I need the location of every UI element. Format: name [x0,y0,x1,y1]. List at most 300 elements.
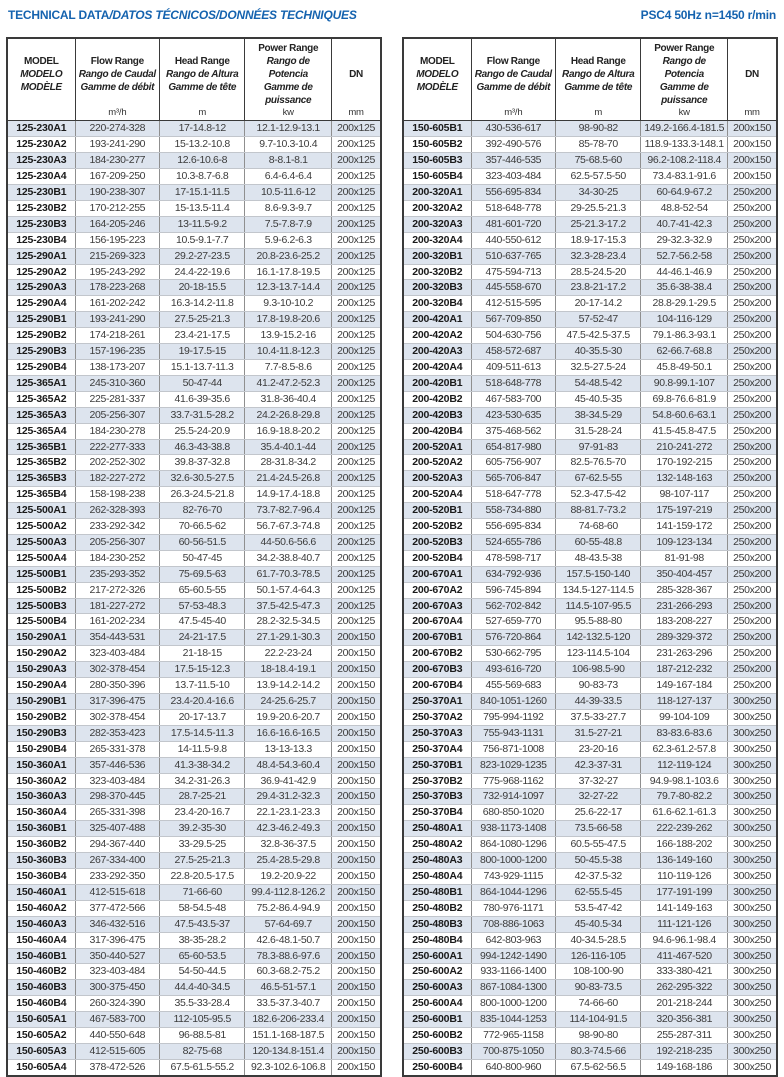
head-range-cell: 50-47-44 [160,375,245,391]
dn-cell: 250x200 [728,678,777,694]
table-row [7,916,381,932]
table-row [403,837,777,853]
power-range-cell: 12.3-13.7-14.4 [245,280,332,296]
flow-range-cell: 298-370-445 [75,789,160,805]
dn-cell: 300x250 [728,1059,777,1075]
power-range-cell: 141-159-172 [641,519,728,535]
table-row [7,757,381,773]
head-range-cell: 34-30-25 [556,185,641,201]
head-label-es: Rango de Altura [562,69,635,80]
flow-range-cell: 357-446-536 [75,757,160,773]
head-range-cell: 40-35.5-30 [556,344,641,360]
table-row [403,296,777,312]
flow-range-cell: 780-976-1171 [471,900,556,916]
flow-label-es: Rango de Caudal [78,69,156,80]
power-range-cell: 333-380-421 [641,964,728,980]
flow-range-cell: 481-601-720 [471,216,556,232]
power-range-cell: 13.9-14.2-14.2 [245,678,332,694]
flow-range-cell: 493-616-720 [471,662,556,678]
table-row [7,694,381,710]
model-cell: 200-520A1 [403,439,471,455]
head-range-cell: 85-78-70 [556,137,641,153]
flow-range-cell: 193-241-290 [75,312,160,328]
table-row [7,137,381,153]
flow-range-cell: 346-432-516 [75,916,160,932]
flow-range-cell: 392-490-576 [471,137,556,153]
dn-cell: 250x200 [728,519,777,535]
flow-range-cell: 596-745-894 [471,582,556,598]
model-cell: 200-420A3 [403,344,471,360]
table-row [7,264,381,280]
head-range-cell: 41.6-39-35.6 [160,391,245,407]
head-range-cell: 40-34.5-28.5 [556,932,641,948]
power-range-cell: 35.6-38-38.4 [641,280,728,296]
flow-label-fr: Gamme de débit [80,82,155,93]
model-cell: 125-230B4 [7,232,75,248]
model-cell: 150-460B2 [7,964,75,980]
dn-cell: 200x150 [332,996,381,1012]
dn-cell: 250x200 [728,391,777,407]
dn-cell: 300x250 [728,821,777,837]
model-cell: 150-605A4 [7,1059,75,1075]
power-label-en: Power Range [258,43,319,54]
table-row [7,805,381,821]
power-range-cell: 46.5-51-57.1 [245,980,332,996]
model-cell: 250-370B1 [403,757,471,773]
table-row [7,550,381,566]
dn-cell: 250x200 [728,232,777,248]
head-range-cell: 22.8-20.5-17.5 [160,868,245,884]
power-range-cell: 44-46.1-46.9 [641,264,728,280]
power-range-cell: 21.4-24.5-26.8 [245,471,332,487]
model-cell: 200-520A4 [403,487,471,503]
flow-unit: m³/h [108,107,127,118]
model-cell: 250-480A4 [403,868,471,884]
model-cell: 200-420A1 [403,312,471,328]
flow-range-cell: 190-238-307 [75,185,160,201]
head-range-cell: 44-39-33.5 [556,694,641,710]
model-cell: 250-370B2 [403,773,471,789]
power-range-cell: 28.2-32.5-34.5 [245,614,332,630]
head-range-cell: 32-27-22 [556,789,641,805]
table-row [7,868,381,884]
dn-cell: 250x200 [728,264,777,280]
table-row [7,566,381,582]
model-cell: 200-320B1 [403,248,471,264]
table-row [403,519,777,535]
table-row [7,948,381,964]
dn-cell: 200x125 [332,153,381,169]
flow-range-cell: 193-241-290 [75,137,160,153]
head-range-cell: 23.8-21-17.2 [556,280,641,296]
model-cell: 125-290B3 [7,344,75,360]
page-title [8,8,357,22]
model-cell: 200-670B2 [403,646,471,662]
model-cell: 125-290A3 [7,280,75,296]
power-range-cell: 20.8-23.6-25.2 [245,248,332,264]
head-range-cell: 25.5-24-20.9 [160,423,245,439]
flow-range-cell: 634-792-936 [471,566,556,582]
power-range-cell: 12.1-12.9-13.1 [245,121,332,137]
model-cell: 250-600A3 [403,980,471,996]
flow-range-cell: 377-472-566 [75,900,160,916]
flow-range-cell: 323-403-484 [75,773,160,789]
power-range-cell: 18-18.4-19.1 [245,662,332,678]
dn-cell: 200x125 [332,439,381,455]
dn-cell: 300x250 [728,980,777,996]
col-header-power [245,38,332,121]
power-range-cell: 92.3-102.6-106.8 [245,1059,332,1075]
model-cell: 150-605A1 [7,1012,75,1028]
model-cell: 250-370A1 [403,694,471,710]
flow-range-cell: 184-230-277 [75,153,160,169]
model-cell: 200-320A2 [403,200,471,216]
head-range-cell: 37.5-33-27.7 [556,709,641,725]
power-label-en: Power Range [654,43,715,54]
model-cell: 125-290B4 [7,359,75,375]
head-range-cell: 15.1-13.7-11.3 [160,359,245,375]
table-row [7,837,381,853]
dn-cell: 200x125 [332,185,381,201]
table-row [403,232,777,248]
model-cell: 200-520B2 [403,519,471,535]
model-cell: 125-500B2 [7,582,75,598]
head-range-cell: 82-75-68 [160,1043,245,1059]
head-range-cell: 67.5-62-56.5 [556,1059,641,1075]
table-row [403,646,777,662]
model-unit [405,107,470,118]
head-range-cell: 28.5-24.5-20 [556,264,641,280]
flow-range-cell: 161-202-234 [75,614,160,630]
flow-range-cell: 440-550-612 [471,232,556,248]
dn-cell: 300x250 [728,709,777,725]
power-label-es: Rango de Potencia [266,56,310,80]
dn-cell: 200x150 [332,678,381,694]
power-range-cell: 24-25.6-25.7 [245,694,332,710]
model-cell: 200-320A3 [403,216,471,232]
right-data-table [402,37,778,1077]
model-cell: 150-605B2 [403,137,471,153]
dn-cell: 250x200 [728,359,777,375]
power-range-cell: 62-66.7-68.8 [641,344,728,360]
power-range-cell: 9.3-10-10.2 [245,296,332,312]
power-range-cell: 7.5-7.8-7.9 [245,216,332,232]
power-range-cell: 19.2-20.9-22 [245,868,332,884]
head-range-cell: 20-17-13.7 [160,709,245,725]
head-range-cell: 17-15.1-11.5 [160,185,245,201]
head-range-cell: 26.3-24.5-21.8 [160,487,245,503]
dn-cell: 300x250 [728,948,777,964]
table-row [7,471,381,487]
flow-range-cell: 864-1080-1296 [471,837,556,853]
table-row [403,328,777,344]
dn-cell: 250x200 [728,582,777,598]
table-row [403,407,777,423]
flow-range-cell: 375-468-562 [471,423,556,439]
model-cell: 200-670A1 [403,566,471,582]
power-range-cell: 285-328-367 [641,582,728,598]
col-header-power [641,38,728,121]
power-range-cell: 33.5-37.3-40.7 [245,996,332,1012]
head-range-cell: 47.5-43.5-37 [160,916,245,932]
power-range-cell: 42.3-46.2-49.3 [245,821,332,837]
power-range-cell: 98-107-117 [641,487,728,503]
power-range-cell: 8-8.1-8.1 [245,153,332,169]
flow-range-cell: 640-800-960 [471,1059,556,1075]
head-range-cell: 70-66.5-62 [160,519,245,535]
model-cell: 200-320A1 [403,185,471,201]
head-range-cell: 33-29.5-25 [160,837,245,853]
dn-cell: 200x125 [332,407,381,423]
right-table-header [403,38,777,121]
table-row [403,948,777,964]
model-cell: 250-600B3 [403,1043,471,1059]
dn-cell: 200x125 [332,455,381,471]
flow-range-cell: 302-378-454 [75,709,160,725]
power-range-cell: 37.5-42.5-47.3 [245,598,332,614]
head-range-cell: 31.5-27-21 [556,725,641,741]
flow-range-cell: 265-331-398 [75,805,160,821]
dn-cell: 200x125 [332,169,381,185]
dn-cell: 300x250 [728,725,777,741]
flow-range-cell: 317-396-475 [75,932,160,948]
model-cell: 125-230B2 [7,200,75,216]
table-row [7,185,381,201]
dn-cell: 200x150 [728,137,777,153]
model-cell: 200-520A2 [403,455,471,471]
flow-range-cell: 556-695-834 [471,519,556,535]
power-range-cell: 83-83.6-83.6 [641,725,728,741]
model-cell: 150-605B3 [403,153,471,169]
dn-cell: 300x250 [728,916,777,932]
head-range-cell: 23.4-21-17.5 [160,328,245,344]
flow-range-cell: 202-252-302 [75,455,160,471]
flow-range-cell: 184-230-252 [75,550,160,566]
model-cell: 150-360B2 [7,837,75,853]
dn-cell: 200x125 [332,487,381,503]
flow-range-cell: 350-440-527 [75,948,160,964]
model-cell: 125-365A2 [7,391,75,407]
head-range-cell: 82-76-70 [160,503,245,519]
table-row [403,582,777,598]
power-range-cell: 109-123-134 [641,534,728,550]
head-range-cell: 29-25.5-21.3 [556,200,641,216]
model-cell: 150-460A3 [7,916,75,932]
flow-label-fr: Gamme de débit [476,82,551,93]
head-range-cell: 38-34.5-29 [556,407,641,423]
table-row [403,1012,777,1028]
dn-cell: 200x125 [332,296,381,312]
dn-cell: 200x125 [332,359,381,375]
dn-cell: 200x125 [332,375,381,391]
head-range-cell: 106-98.5-90 [556,662,641,678]
flow-range-cell: 756-871-1008 [471,741,556,757]
table-row [403,662,777,678]
power-range-cell: 5.9-6.2-6.3 [245,232,332,248]
table-row [7,344,381,360]
head-range-cell: 41.3-38-34.2 [160,757,245,773]
head-range-cell: 73.5-66-58 [556,821,641,837]
flow-range-cell: 475-594-713 [471,264,556,280]
table-row [7,678,381,694]
head-range-cell: 24-21-17.5 [160,630,245,646]
table-row [7,630,381,646]
dn-cell: 250x200 [728,471,777,487]
table-row [403,1059,777,1075]
head-range-cell: 45-40.5-35 [556,391,641,407]
power-range-cell: 73.7-82.7-96.4 [245,503,332,519]
dn-cell: 200x125 [332,312,381,328]
power-range-cell: 9.7-10.3-10.4 [245,137,332,153]
model-cell: 125-500A4 [7,550,75,566]
model-cell: 250-600B4 [403,1059,471,1075]
col-header-flow [471,38,556,121]
table-row [403,455,777,471]
power-range-cell: 201-218-244 [641,996,728,1012]
head-range-cell: 34.2-31-26.3 [160,773,245,789]
power-range-cell: 8.6-9.3-9.7 [245,200,332,216]
model-label-en: MODEL [23,56,59,68]
flow-range-cell: 195-243-292 [75,264,160,280]
table-row [7,980,381,996]
dn-cell: 250x200 [728,662,777,678]
model-cell: 200-420B1 [403,375,471,391]
power-range-cell: 411-467-520 [641,948,728,964]
flow-range-cell: 233-292-350 [75,868,160,884]
model-label-es: MODELO [416,69,459,81]
table-row [403,1028,777,1044]
table-row [7,487,381,503]
dn-cell: 200x150 [332,725,381,741]
table-row [7,932,381,948]
flow-range-cell: 220-274-328 [75,121,160,137]
table-row [7,280,381,296]
model-cell: 200-670B3 [403,662,471,678]
head-label-en: Head Range [570,56,626,67]
power-range-cell: 255-287-311 [641,1028,728,1044]
table-row [403,805,777,821]
flow-range-cell: 245-310-360 [75,375,160,391]
flow-range-cell: 378-472-526 [75,1059,160,1075]
head-range-cell: 54-48.5-42 [556,375,641,391]
power-range-cell: 45.8-49-50.1 [641,359,728,375]
table-row [7,1012,381,1028]
model-cell: 125-500A1 [7,503,75,519]
col-header-model [7,38,75,121]
dn-cell: 200x125 [332,264,381,280]
model-cell: 150-290B2 [7,709,75,725]
head-range-cell: 48-43.5-38 [556,550,641,566]
power-range-cell: 111-121-126 [641,916,728,932]
power-range-cell: 350-404-457 [641,566,728,582]
head-range-cell: 23.4-20-16.7 [160,805,245,821]
flow-range-cell: 262-328-393 [75,503,160,519]
flow-range-cell: 423-530-635 [471,407,556,423]
power-range-cell: 187-212-232 [641,662,728,678]
table-row [403,185,777,201]
dn-cell: 200x150 [728,169,777,185]
model-cell: 125-290B2 [7,328,75,344]
table-row [7,359,381,375]
table-row [7,312,381,328]
model-cell: 125-365B3 [7,471,75,487]
head-range-cell: 29.2-27-23.5 [160,248,245,264]
flow-range-cell: 458-572-687 [471,344,556,360]
flow-range-cell: 167-209-250 [75,169,160,185]
power-range-cell: 94.6-96.1-98.4 [641,932,728,948]
flow-label-en: Flow Range [486,56,540,67]
dn-cell: 200x150 [332,964,381,980]
model-cell: 125-230A3 [7,153,75,169]
dn-cell: 200x150 [332,630,381,646]
page-title-main: TECHNICAL DATA [8,8,110,22]
dn-cell: 300x250 [728,1043,777,1059]
flow-range-cell: 576-720-864 [471,630,556,646]
model-cell: 250-600A2 [403,964,471,980]
dn-cell: 200x125 [332,248,381,264]
table-row [7,821,381,837]
table-row [403,868,777,884]
power-range-cell: 192-218-235 [641,1043,728,1059]
head-range-cell: 50-45.5-38 [556,853,641,869]
flow-range-cell: 800-1000-1200 [471,996,556,1012]
model-cell: 200-320B2 [403,264,471,280]
power-range-cell: 19.9-20.6-20.7 [245,709,332,725]
power-range-cell: 22.2-23-24 [245,646,332,662]
table-row [403,694,777,710]
flow-range-cell: 530-662-795 [471,646,556,662]
model-cell: 150-290A2 [7,646,75,662]
table-row [403,566,777,582]
title-bar [0,0,784,22]
power-range-cell: 54.8-60.6-63.1 [641,407,728,423]
flow-range-cell: 708-886-1063 [471,916,556,932]
table-row [7,503,381,519]
dn-unit: mm [348,107,364,118]
power-range-cell: 10.4-11.8-12.3 [245,344,332,360]
flow-range-cell: 164-205-246 [75,216,160,232]
model-cell: 150-290B3 [7,725,75,741]
head-range-cell: 52.3-47.5-42 [556,487,641,503]
head-range-cell: 33.7-31.5-28.2 [160,407,245,423]
table-row [403,709,777,725]
head-range-cell: 67-62.5-55 [556,471,641,487]
model-cell: 125-365A4 [7,423,75,439]
model-cell: 250-370A3 [403,725,471,741]
power-range-cell: 57-64-69.7 [245,916,332,932]
flow-range-cell: 215-269-323 [75,248,160,264]
head-label-fr: Gamme de tête [564,82,633,93]
flow-range-cell: 800-1000-1200 [471,853,556,869]
head-range-cell: 108-100-90 [556,964,641,980]
dn-cell: 200x125 [332,550,381,566]
left-table-body [7,121,381,1076]
flow-range-cell: 567-709-850 [471,312,556,328]
table-row [403,678,777,694]
model-cell: 200-670A3 [403,598,471,614]
power-range-cell: 104-116-129 [641,312,728,328]
left-data-table [6,37,382,1077]
table-row [7,328,381,344]
table-row [7,121,381,137]
head-range-cell: 12.6-10.6-8 [160,153,245,169]
dn-cell: 250x200 [728,598,777,614]
flow-range-cell: 267-334-400 [75,853,160,869]
model-cell: 150-360A2 [7,773,75,789]
dn-cell: 300x250 [728,1028,777,1044]
flow-range-cell: 302-378-454 [75,662,160,678]
dn-cell: 250x200 [728,439,777,455]
